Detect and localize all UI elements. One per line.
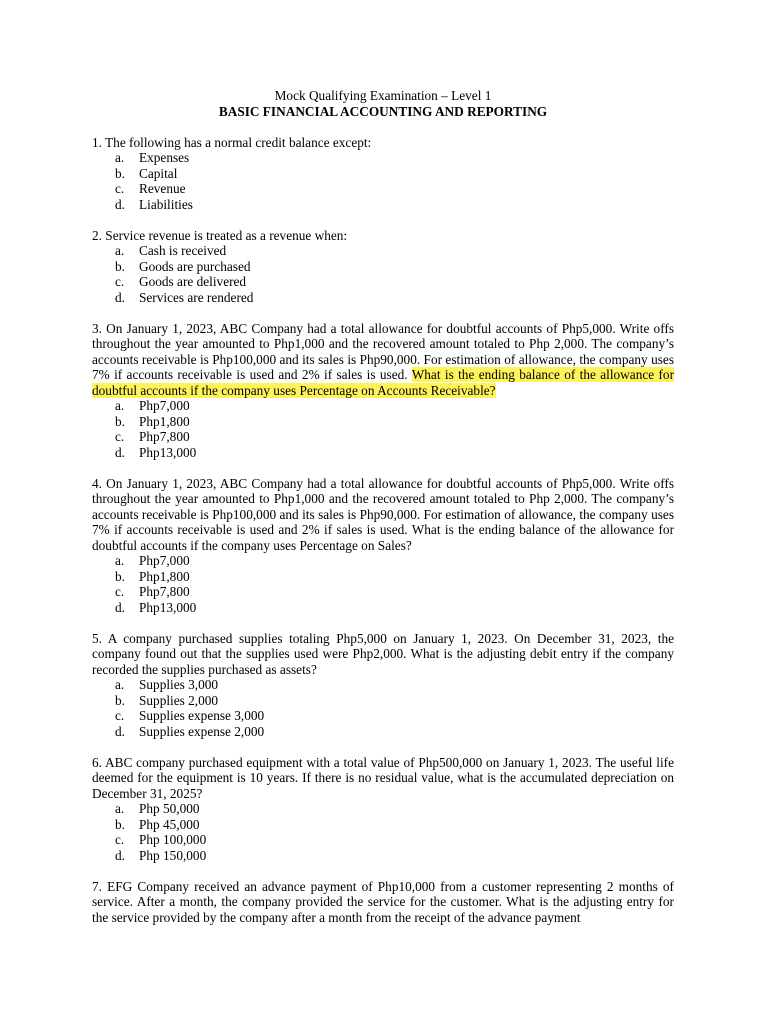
answer-option bbox=[92, 553, 674, 569]
option-text: Supplies 2,000 bbox=[139, 692, 219, 708]
option-text: Cash is received bbox=[139, 243, 227, 258]
option-letter: b. bbox=[115, 692, 125, 708]
option-letter: b. bbox=[115, 568, 125, 584]
answer-options bbox=[92, 677, 674, 739]
exam-header bbox=[92, 88, 674, 119]
option-letter: a. bbox=[115, 243, 125, 258]
option-text: Php7,800 bbox=[139, 429, 190, 444]
answer-option bbox=[92, 181, 674, 197]
question-prompt: 6. ABC company purchased equipment with a total value of Php500,000 on January 1, 2023. The useful life deemed for the equipment is 10 years. If there is no residual value, what is the accumulated depreciation on December 31, 2025? bbox=[92, 754, 674, 801]
option-letter: b. bbox=[115, 165, 125, 181]
option-text: Php7,800 bbox=[139, 584, 190, 599]
option-text: Php13,000 bbox=[139, 599, 197, 615]
answer-option bbox=[92, 274, 674, 290]
answer-option bbox=[92, 584, 674, 600]
option-letter: d. bbox=[115, 444, 125, 460]
answer-options bbox=[92, 553, 674, 615]
answer-option bbox=[92, 832, 674, 848]
option-text: Php13,000 bbox=[139, 444, 197, 460]
answer-option bbox=[92, 259, 674, 275]
question-prompt: 1. The following has a normal credit balance except: bbox=[92, 134, 372, 150]
answer-option bbox=[92, 817, 674, 833]
option-letter: a. bbox=[115, 677, 125, 692]
option-text: Php7,000 bbox=[139, 398, 190, 413]
question-prompt: 4. On January 1, 2023, ABC Company had a total allowance for doubtful accounts of Php5,000. Write offs throughout the year amounted to Php1,000 and the recovered amount totaled to Php 2,000. The company’s accounts receivable is Php100,000 and its sales is Php90,000. For estimation of allowance, the company uses 7% if accounts receivable is used and 2% if sales is used. What is the ending balance of the allowance for doubtful accounts if the company uses Percentage on Sales? bbox=[92, 475, 674, 553]
option-text: Revenue bbox=[139, 181, 186, 196]
answer-option bbox=[92, 724, 674, 740]
option-text: Expenses bbox=[139, 150, 190, 165]
option-text: Php 45,000 bbox=[139, 816, 200, 832]
option-text: Php1,800 bbox=[139, 568, 190, 584]
question-text bbox=[92, 321, 674, 399]
answer-option bbox=[92, 677, 674, 693]
option-text: Php 150,000 bbox=[139, 847, 207, 863]
option-letter: d. bbox=[115, 289, 125, 305]
answer-options bbox=[92, 150, 674, 212]
question-text bbox=[92, 228, 674, 244]
option-text: Services are rendered bbox=[139, 289, 254, 305]
answer-option bbox=[92, 197, 674, 213]
option-letter: b. bbox=[115, 258, 125, 274]
option-letter: a. bbox=[115, 150, 125, 165]
option-letter: c. bbox=[115, 584, 125, 599]
option-letter: b. bbox=[115, 816, 125, 832]
option-letter: a. bbox=[115, 801, 125, 816]
answer-option bbox=[92, 848, 674, 864]
option-letter: a. bbox=[115, 553, 125, 568]
answer-option bbox=[92, 150, 674, 166]
option-text: Php 50,000 bbox=[139, 801, 200, 816]
option-text: Goods are delivered bbox=[139, 274, 247, 289]
question-7 bbox=[92, 879, 674, 926]
question-text bbox=[92, 755, 674, 802]
answer-option bbox=[92, 429, 674, 445]
answer-option bbox=[92, 414, 674, 430]
option-letter: c. bbox=[115, 181, 125, 196]
option-letter: c. bbox=[115, 274, 125, 289]
answer-option bbox=[92, 445, 674, 461]
answer-option bbox=[92, 290, 674, 306]
question-1 bbox=[92, 135, 674, 213]
answer-option bbox=[92, 600, 674, 616]
option-text: Supplies 3,000 bbox=[139, 677, 219, 692]
option-text: Liabilities bbox=[139, 196, 193, 212]
question-prompt: 2. Service revenue is treated as a revenue when: bbox=[92, 227, 348, 243]
answer-options bbox=[92, 801, 674, 863]
option-text: Php 100,000 bbox=[139, 832, 207, 847]
question-3 bbox=[92, 321, 674, 461]
question-prompt: 5. A company purchased supplies totaling Php5,000 on January 1, 2023. On December 31, 2023, the company found out that the supplies used were Php2,000. What is the adjusting debit entry if the company recorded the supplies purchased as assets? bbox=[92, 630, 674, 677]
question-2 bbox=[92, 228, 674, 306]
option-letter: d. bbox=[115, 196, 125, 212]
exam-subtitle: BASIC FINANCIAL ACCOUNTING AND REPORTING bbox=[218, 103, 548, 119]
option-text: Supplies expense 3,000 bbox=[139, 708, 265, 723]
option-letter: c. bbox=[115, 708, 125, 723]
option-text: Goods are purchased bbox=[139, 258, 251, 274]
answer-option bbox=[92, 398, 674, 414]
answer-option bbox=[92, 693, 674, 709]
question-text bbox=[92, 135, 674, 151]
answer-options bbox=[92, 243, 674, 305]
option-letter: a. bbox=[115, 398, 125, 413]
option-letter: c. bbox=[115, 429, 125, 444]
option-letter: d. bbox=[115, 723, 125, 739]
question-4 bbox=[92, 476, 674, 616]
highlighted-text: What is the ending balance of the allowance for doubtful accounts if the company uses Percentage on Accounts Receivable? bbox=[92, 367, 675, 398]
exam-page bbox=[92, 88, 674, 925]
question-list bbox=[92, 135, 674, 926]
question-6 bbox=[92, 755, 674, 864]
option-letter: c. bbox=[115, 832, 125, 847]
answer-options bbox=[92, 398, 674, 460]
option-letter: b. bbox=[115, 413, 125, 429]
option-text: Supplies expense 2,000 bbox=[139, 723, 265, 739]
option-text: Php7,000 bbox=[139, 553, 190, 568]
exam-title: Mock Qualifying Examination – Level 1 bbox=[274, 88, 492, 103]
question-prompt: 3. On January 1, 2023, ABC Company had a total allowance for doubtful accounts of Php5,000. Write offs throughout the year amounted to Php1,000 and the recovered amount totaled to Php 2,000. The company’s accounts receivable is Php100,000 and its sales is Php90,000. For estimation of allowance, the company uses 7% if accounts receivable is used and 2% if sales is used. bbox=[92, 320, 674, 382]
answer-option bbox=[92, 708, 674, 724]
answer-option bbox=[92, 801, 674, 817]
answer-option bbox=[92, 243, 674, 259]
question-text bbox=[92, 879, 674, 926]
option-text: Php1,800 bbox=[139, 413, 190, 429]
option-letter: d. bbox=[115, 599, 125, 615]
option-text: Capital bbox=[139, 165, 178, 181]
answer-option bbox=[92, 569, 674, 585]
question-text bbox=[92, 631, 674, 678]
answer-option bbox=[92, 166, 674, 182]
option-letter: d. bbox=[115, 847, 125, 863]
question-prompt: 7. EFG Company received an advance payment of Php10,000 from a customer representing 2 months of service. After a month, the company provided the service for the customer. What is the adjusting entry for the service provided by the company after a month from the receipt of the advance payment bbox=[92, 878, 674, 925]
question-text bbox=[92, 476, 674, 554]
question-5 bbox=[92, 631, 674, 740]
